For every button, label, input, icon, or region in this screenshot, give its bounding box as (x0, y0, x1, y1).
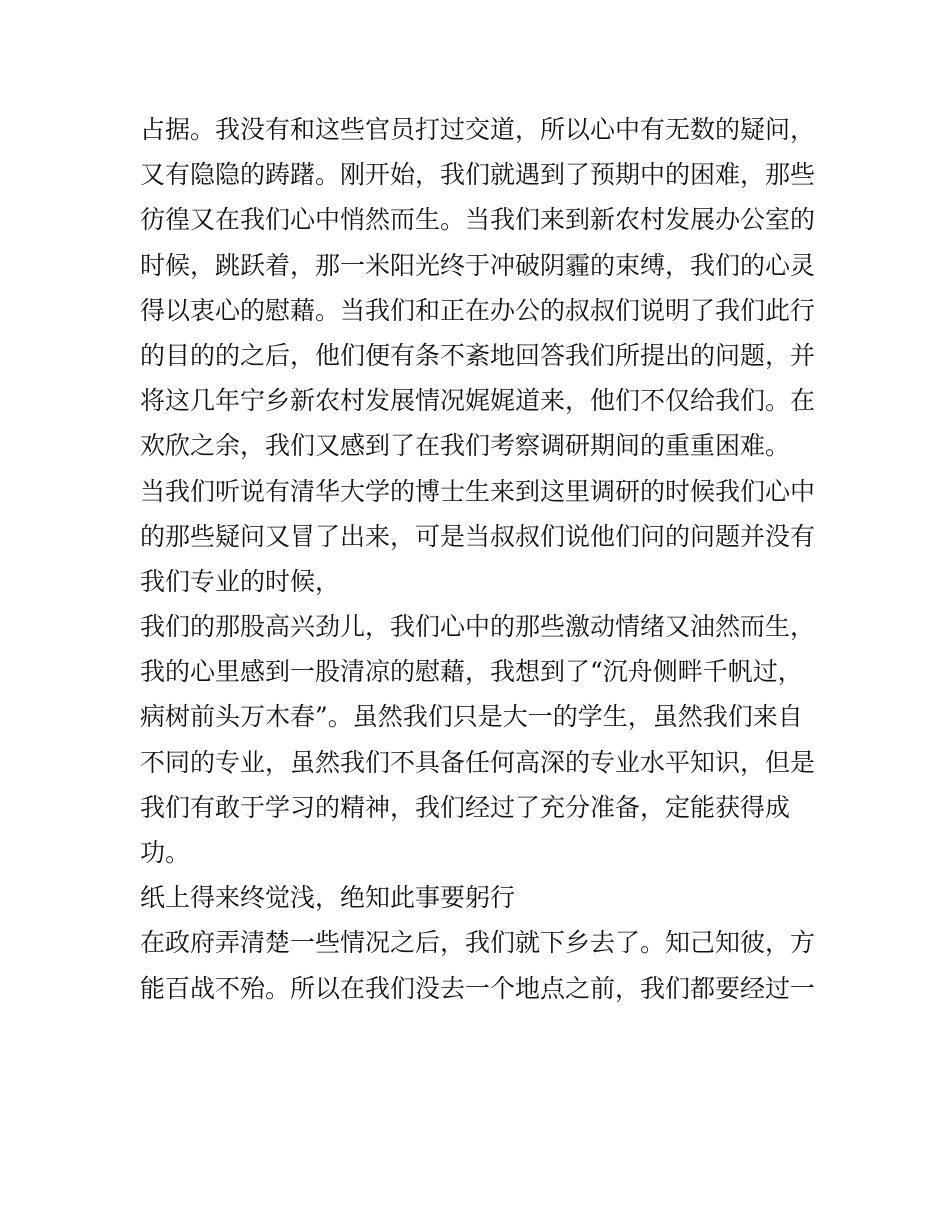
text-line: 我的心里感到一股清凉的慰藉，我想到了“沉舟侧畔千帆过， (140, 657, 803, 687)
text-line: 在政府弄清楚一些情况之后，我们就下乡去了。知己知彼，方 (140, 928, 816, 958)
text-line: 功。 (140, 838, 191, 867)
text-line: 我们的那股高兴劲儿，我们心中的那些激动情绪又油然而生， (140, 612, 816, 642)
text-line: 的目的的之后，他们便有条不紊地回答我们所提出的问题，并 (140, 340, 816, 370)
text-line: 能百战不殆。所以在我们没去一个地点之前，我们都要经过一 (140, 973, 816, 1003)
text-line: 我们专业的时候， (140, 566, 341, 596)
section-heading: 纸上得来终觉浅，绝知此事要躬行 (140, 883, 516, 913)
text-line: 不同的专业，虽然我们不具备任何高深的专业水平知识，但是 (140, 747, 816, 777)
text-line: 占据。我没有和这些官员打过交道，所以心中有无数的疑问， (140, 115, 816, 144)
text-line: 的那些疑问又冒了出来，可是当叔叔们说他们问的问题并没有 (140, 521, 816, 551)
body-text (140, 107, 815, 1011)
text-line: 彷徨又在我们心中悄然而生。当我们来到新农村发展办公室的 (140, 205, 816, 235)
text-line: 我们有敢于学习的精神，我们经过了充分准备，定能获得成 (140, 792, 791, 822)
text-line: 又有隐隐的踌躇。刚开始，我们就遇到了预期中的困难，那些 (140, 160, 816, 190)
text-line: 病树前头万木春”。虽然我们只是大一的学生，虽然我们来自 (140, 702, 803, 732)
text-line: 将这几年宁乡新农村发展情况娓娓道来，他们不仅给我们。在 (140, 386, 816, 416)
text-line: 欢欣之余，我们又感到了在我们考察调研期间的重重困难。 (140, 431, 791, 461)
text-line: 当我们听说有清华大学的博士生来到这里调研的时候我们心中 (140, 476, 816, 506)
text-line: 得以衷心的慰藉。当我们和正在办公的叔叔们说明了我们此行 (140, 295, 816, 325)
text-line: 时候，跳跃着，那一米阳光终于冲破阴霾的束缚，我们的心灵 (140, 250, 816, 280)
